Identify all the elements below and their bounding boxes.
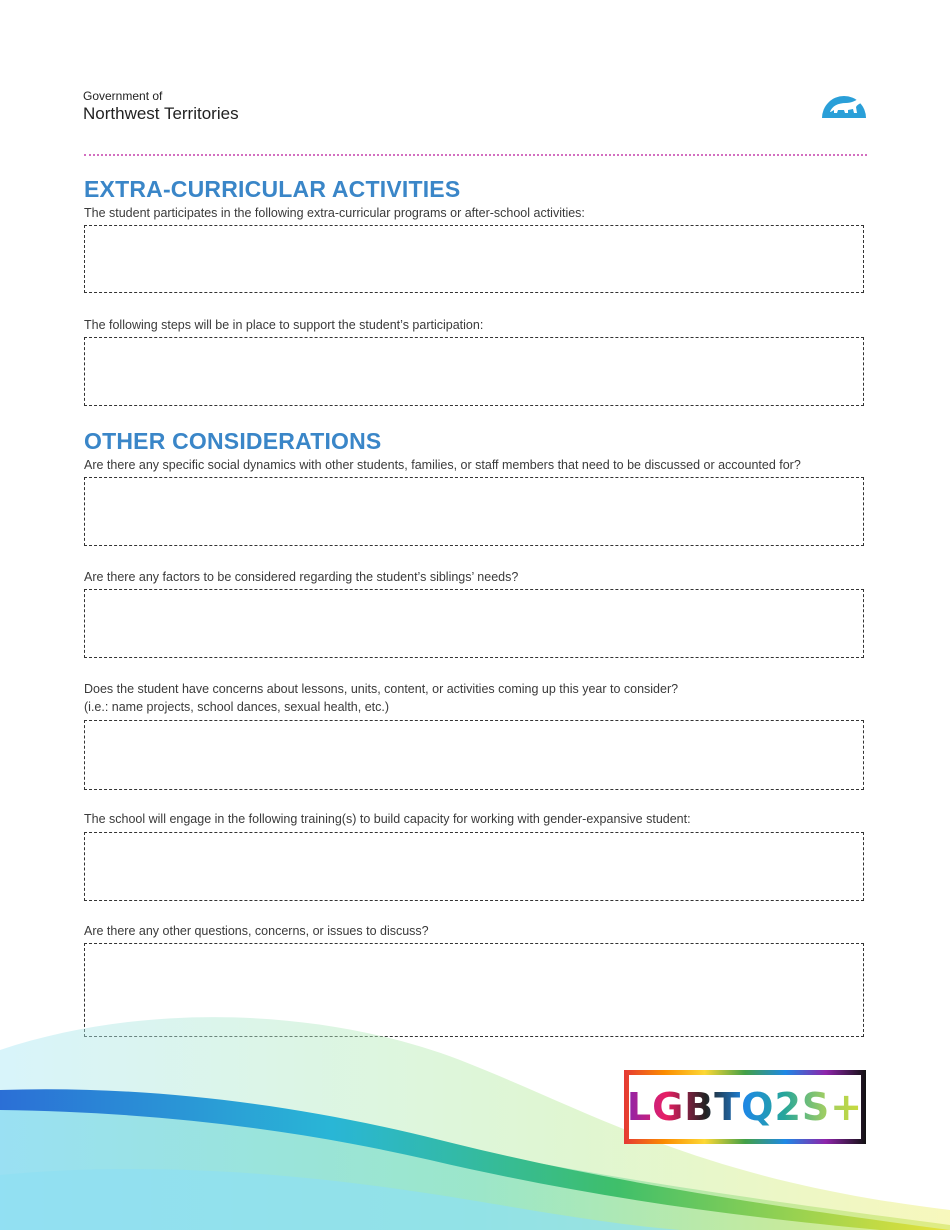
upcoming-content-field[interactable]	[84, 720, 864, 790]
lgbtq2s-badge	[624, 1070, 866, 1144]
upcoming-content-examples: (i.e.: name projects, school dances, sexual health, etc.)	[84, 700, 390, 714]
gov-line-1: Government of	[83, 89, 163, 103]
extracurricular-programs-field[interactable]	[84, 225, 864, 293]
participation-support-field[interactable]	[84, 337, 864, 406]
header-divider	[84, 154, 867, 156]
upcoming-content-label: Does the student have concerns about lessons, units, content, or activities coming up this year to consider?	[84, 682, 679, 696]
siblings-needs-field[interactable]	[84, 589, 864, 658]
extracurricular-heading: EXTRA-CURRICULAR ACTIVITIES	[84, 176, 461, 202]
social-dynamics-field[interactable]	[84, 477, 864, 546]
gov-line-2: Northwest Territories	[83, 104, 239, 123]
siblings-needs-label: Are there any factors to be considered regarding the student’s siblings’ needs?	[84, 570, 519, 584]
social-dynamics-label: Are there any specific social dynamics with other students, families, or staff members that need to be discussed or accounted for?	[84, 458, 801, 472]
training-label: The school will engage in the following training(s) to build capacity for working with gender-expansive student:	[84, 812, 691, 826]
training-field[interactable]	[84, 832, 864, 901]
other-issues-label: Are there any other questions, concerns, or issues to discuss?	[84, 924, 429, 938]
extracurricular-q1-label: The student participates in the following extra-curricular programs or after-school activities:	[84, 206, 585, 220]
gov-wordmark	[83, 90, 239, 122]
badge-text: LGBTQ2S+	[626, 1085, 864, 1129]
extracurricular-q2-label: The following steps will be in place to support the student’s participation:	[84, 318, 484, 332]
polar-bear-logo-icon	[820, 82, 868, 122]
other-considerations-heading: OTHER CONSIDERATIONS	[84, 428, 382, 454]
